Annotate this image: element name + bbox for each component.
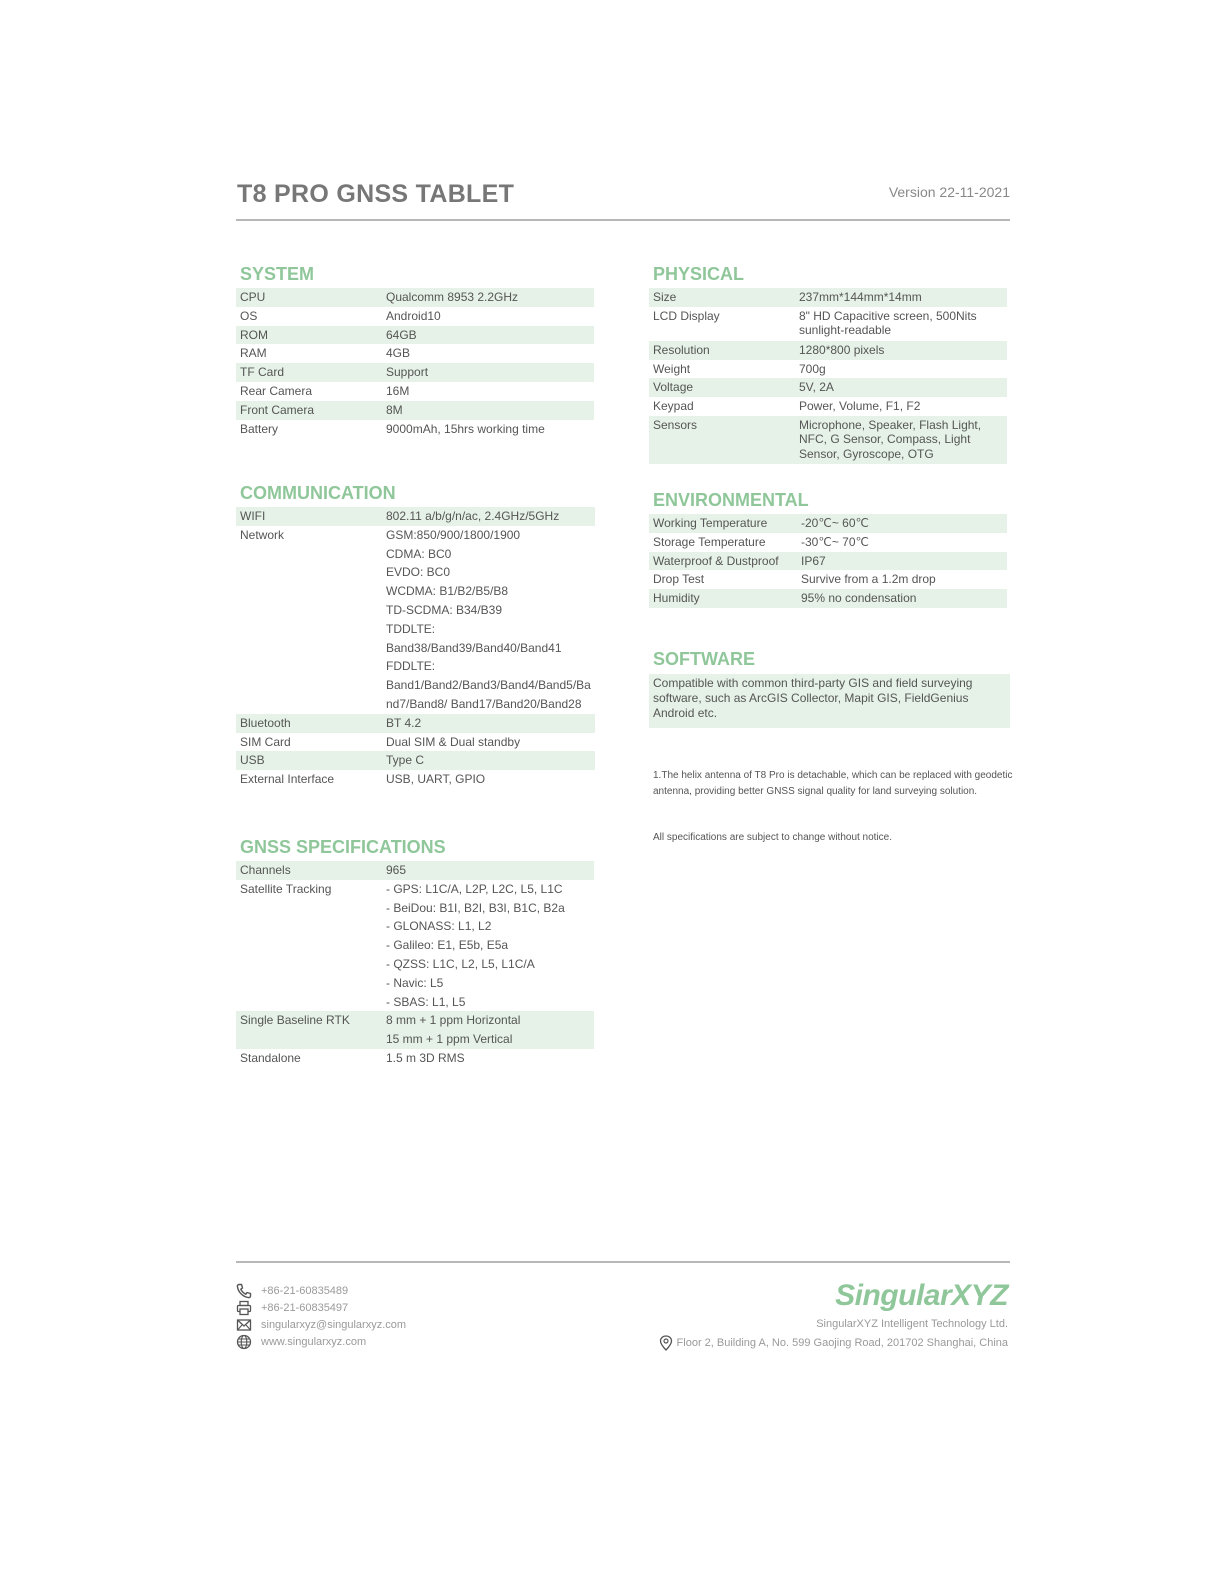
spec-value (382, 1049, 594, 1068)
spec-label: Working Temperature (649, 514, 797, 533)
website-url[interactable]: www.singularxyz.com (261, 1336, 367, 1348)
spec-value (797, 514, 1007, 533)
spec-value-line: 1.5 m 3D RMS (386, 1050, 465, 1065)
fax-number: +86-21-60835497 (261, 1302, 349, 1314)
physical-table (649, 288, 1007, 464)
spec-label: Keypad (653, 399, 694, 414)
spec-row (236, 1011, 594, 1049)
spec-value (382, 401, 594, 420)
spec-label: SIM Card (240, 734, 291, 749)
disclaimer-note: All specifications are subject to change without notice. (653, 832, 893, 843)
spec-label: USB (236, 751, 382, 770)
spec-label: LCD Display (653, 308, 720, 323)
spec-value (382, 1011, 594, 1049)
fax-icon (236, 1300, 252, 1316)
spec-value-line: - BeiDou: B1I, B2I, B3I, B1C, B2a (386, 900, 565, 915)
spec-label: External Interface (240, 772, 335, 787)
spec-row (649, 552, 1007, 571)
company-address (659, 1335, 1008, 1351)
spec-value-line: 16M (386, 383, 410, 398)
spec-value (795, 307, 1007, 341)
contact-email (236, 1317, 406, 1333)
spec-row (236, 714, 595, 733)
spec-value-line: TD-SCDMA: B34/B39 (386, 602, 503, 617)
spec-row (236, 1049, 594, 1068)
spec-row (236, 861, 594, 880)
section-title-system: SYSTEM (240, 264, 315, 284)
address-text: Floor 2, Building A, No. 599 Gaojing Road, 201702 Shanghai, China (676, 1337, 1008, 1349)
spec-label: Rear Camera (240, 383, 313, 398)
version-label: Version 22-11-2021 (888, 184, 1010, 200)
spec-row (236, 363, 594, 382)
location-pin-icon (659, 1335, 673, 1351)
spec-row (649, 589, 1007, 608)
section-title-environmental: ENVIRONMENTAL (653, 490, 809, 510)
spec-label: WIFI (236, 507, 382, 526)
spec-row (236, 288, 594, 307)
spec-value-line: 802.11 a/b/g/n/ac, 2.4GHz/5GHz (386, 509, 560, 523)
contact-phone (236, 1283, 348, 1299)
spec-value-line: FDDLTE: (386, 659, 436, 674)
section-title-physical: PHYSICAL (653, 264, 745, 284)
spec-value-line: - Navic: L5 (386, 975, 444, 990)
spec-value (382, 382, 594, 401)
spec-value-line: NFC, G Sensor, Compass, Light (799, 432, 971, 447)
contact-fax (236, 1300, 348, 1316)
software-description: Compatible with common third-party GIS and field surveying software, such as ArcGIS Collector, Mapit GIS, FieldGenius Android etc. (649, 674, 1010, 728)
environmental-table (649, 514, 1007, 608)
spec-value (382, 751, 595, 770)
spec-row (649, 307, 1007, 341)
spec-value-line: CDMA: BC0 (386, 546, 452, 561)
spec-value-line: USB, UART, GPIO (386, 772, 486, 787)
spec-value-line: Qualcomm 8953 2.2GHz (386, 290, 519, 304)
spec-value-line: Band1/Band2/Band3/Band4/Band5/Ba (386, 678, 591, 693)
email-address[interactable]: singularxyz@singularxyz.com (261, 1319, 407, 1331)
globe-icon (236, 1334, 252, 1350)
spec-value-line: - SBAS: L1, L5 (386, 994, 466, 1009)
spec-label: Sensors (649, 416, 795, 465)
spec-value-line: Dual SIM & Dual standby (386, 734, 521, 749)
spec-row (649, 397, 1007, 416)
footer-divider (236, 1261, 1010, 1263)
spec-value (797, 552, 1007, 571)
spec-value-line: 8M (386, 402, 403, 417)
spec-value (382, 363, 594, 382)
spec-value-line: Sensor, Gyroscope, OTG (799, 446, 934, 461)
spec-label: Storage Temperature (653, 534, 766, 549)
spec-value (797, 589, 1007, 608)
spec-label: ROM (236, 326, 382, 345)
spec-value-line: WCDMA: B1/B2/B5/B8 (386, 584, 509, 599)
spec-label: Voltage (649, 378, 795, 397)
spec-label: Humidity (649, 589, 797, 608)
spec-row (649, 533, 1007, 552)
spec-value-line: EVDO: BC0 (386, 565, 451, 580)
spec-row (236, 770, 595, 789)
spec-value-line: 965 (386, 863, 407, 877)
spec-row (236, 880, 594, 1012)
spec-label: RAM (240, 346, 267, 361)
spec-row (236, 526, 595, 714)
spec-value (382, 714, 595, 733)
spec-label: Bluetooth (236, 714, 382, 733)
phone-number: +86-21-60835489 (261, 1285, 349, 1297)
spec-label: Resolution (649, 341, 795, 360)
spec-row (236, 507, 595, 526)
spec-row (236, 733, 595, 752)
spec-row (236, 382, 594, 401)
spec-value (795, 360, 1007, 379)
spec-value-line: Survive from a 1.2m drop (801, 572, 936, 587)
spec-value-line: 95% no condensation (801, 591, 917, 606)
spec-value-line: 15 mm + 1 ppm Vertical (386, 1032, 513, 1047)
section-title-communication: COMMUNICATION (240, 483, 396, 503)
spec-value (382, 861, 594, 880)
spec-value-line: - QZSS: L1C, L2, L5, L1C/A (386, 956, 535, 971)
spec-value-line: - GLONASS: L1, L2 (386, 919, 492, 934)
spec-row (649, 360, 1007, 379)
spec-value (382, 420, 594, 439)
spec-value-line: Band38/Band39/Band40/Band41 (386, 640, 562, 655)
spec-row (649, 416, 1007, 465)
spec-value (382, 880, 594, 1012)
spec-row (649, 288, 1007, 307)
spec-value-line: IP67 (801, 553, 826, 568)
spec-value-line: 700g (799, 361, 826, 376)
spec-value (382, 733, 595, 752)
spec-label: Weight (653, 361, 691, 376)
spec-value-line: Power, Volume, F1, F2 (799, 399, 921, 414)
spec-row (236, 401, 594, 420)
section-title-gnss: GNSS SPECIFICATIONS (240, 837, 446, 857)
spec-label: Standalone (240, 1050, 301, 1065)
gnss-table (236, 861, 594, 1068)
email-icon (236, 1317, 252, 1333)
communication-table (236, 507, 595, 789)
document-title: T8 PRO GNSS TABLET (237, 180, 515, 208)
spec-label: TF Card (236, 363, 382, 382)
spec-label: Drop Test (653, 572, 705, 587)
spec-value-line: sunlight-readable (799, 323, 892, 338)
spec-row (236, 344, 594, 363)
phone-icon (236, 1283, 252, 1299)
spec-row (236, 420, 594, 439)
spec-label: Channels (236, 861, 382, 880)
spec-row (649, 378, 1007, 397)
spec-value-line: TDDLTE: (386, 621, 436, 636)
spec-value-line: Android10 (386, 308, 441, 323)
company-logo: SingularXYZ (835, 1279, 1008, 1312)
spec-label: Single Baseline RTK (236, 1011, 382, 1049)
spec-label: Waterproof & Dustproof (649, 552, 797, 571)
spec-label: CPU (236, 288, 382, 307)
spec-value (795, 288, 1007, 307)
header-divider (236, 219, 1010, 221)
spec-value-line: BT 4.2 (386, 715, 422, 730)
spec-value-line: 8 mm + 1 ppm Horizontal (386, 1013, 521, 1028)
spec-value (795, 416, 1007, 465)
spec-value-line: -30℃~ 70℃ (801, 534, 869, 549)
spec-value (382, 307, 594, 326)
spec-label: OS (240, 308, 258, 323)
spec-value-line: - GPS: L1C/A, L2P, L2C, L5, L1C (386, 881, 563, 896)
spec-value-line: nd7/Band8/ Band17/Band20/Band28 (386, 696, 582, 711)
company-name: SingularXYZ Intelligent Technology Ltd. (816, 1318, 1008, 1330)
spec-value-line: -20℃~ 60℃ (801, 516, 869, 530)
contact-website (236, 1334, 366, 1350)
spec-value (382, 326, 594, 345)
spec-value-line: 64GB (386, 327, 417, 342)
spec-value (382, 526, 595, 714)
spec-label: Front Camera (236, 401, 382, 420)
spec-value (382, 344, 594, 363)
spec-value (797, 533, 1007, 552)
section-title-software: SOFTWARE (653, 649, 755, 669)
spec-value-line: Support (386, 365, 429, 380)
system-table (236, 288, 594, 438)
spec-value-line: 8" HD Capacitive screen, 500Nits (799, 308, 977, 323)
spec-value-line: 9000mAh, 15hrs working time (386, 421, 545, 436)
spec-row (236, 326, 594, 345)
antenna-note: 1.The helix antenna of T8 Pro is detachable, which can be replaced with geodetic antenna, providing better GNSS signal quality for land surveying solution. (653, 770, 1013, 797)
spec-value-line: 4GB (386, 346, 411, 361)
spec-value (382, 288, 594, 307)
spec-row (649, 570, 1007, 589)
spec-label: Size (649, 288, 795, 307)
spec-value-line: 5V, 2A (799, 380, 834, 395)
spec-value (797, 570, 1007, 589)
spec-value-line: Type C (386, 753, 425, 768)
spec-row (649, 341, 1007, 360)
spec-value (795, 341, 1007, 360)
spec-label: Network (240, 527, 285, 542)
spec-value (382, 507, 595, 526)
spec-value-line: Microphone, Speaker, Flash Light, (799, 417, 982, 432)
spec-value (795, 397, 1007, 416)
spec-value-line: - Galileo: E1, E5b, E5a (386, 938, 509, 953)
spec-value (795, 378, 1007, 397)
spec-value-line: GSM:850/900/1800/1900 (386, 527, 521, 542)
spec-row (236, 751, 595, 770)
spec-value-line: 237mm*144mm*14mm (799, 290, 922, 304)
spec-label: Battery (240, 421, 279, 436)
spec-value (382, 770, 595, 789)
spec-row (236, 307, 594, 326)
spec-value-line: 1280*800 pixels (799, 342, 885, 357)
spec-label: Satellite Tracking (240, 881, 332, 896)
spec-row (649, 514, 1007, 533)
